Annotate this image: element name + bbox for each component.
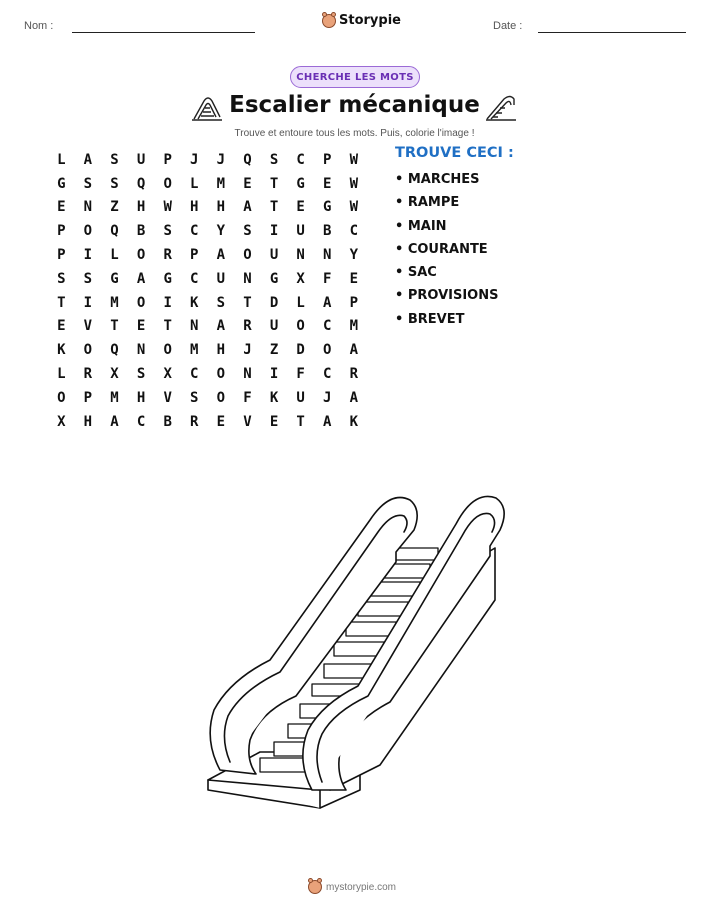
grid-letter[interactable]: O: [57, 389, 66, 406]
footer-url[interactable]: mystorypie.com: [326, 881, 397, 893]
grid-letter[interactable]: P: [349, 294, 359, 311]
instructions: Trouve et entoure tous les mots. Puis, colorie l'image !: [234, 128, 475, 139]
grid-letter[interactable]: W: [349, 199, 359, 216]
grid-letter[interactable]: N: [190, 318, 199, 335]
grid-row: [48, 410, 367, 434]
grid-letter[interactable]: P: [190, 247, 199, 264]
grid-letter[interactable]: M: [190, 342, 199, 359]
grid-letter[interactable]: B: [136, 223, 146, 240]
grid-letter[interactable]: I: [269, 366, 279, 383]
grid-letter[interactable]: Q: [110, 223, 119, 240]
grid-letter[interactable]: Q: [243, 151, 252, 168]
grid-letter[interactable]: C: [190, 223, 199, 240]
grid-letter[interactable]: I: [163, 294, 172, 311]
grid-letter[interactable]: S: [136, 366, 146, 383]
grid-letter[interactable]: A: [216, 247, 226, 264]
grid-letter[interactable]: M: [349, 318, 359, 335]
grid-letter[interactable]: E: [216, 413, 226, 430]
grid-letter[interactable]: K: [190, 294, 199, 311]
grid-letter[interactable]: S: [110, 151, 119, 168]
grid-letter[interactable]: F: [323, 270, 332, 287]
footer: [308, 880, 396, 894]
grid-letter[interactable]: H: [216, 199, 226, 216]
grid-letter[interactable]: D: [296, 342, 305, 359]
grid-letter[interactable]: G: [269, 270, 279, 287]
date-label: Date :: [493, 20, 523, 32]
grid-row: [48, 172, 367, 196]
grid-letter[interactable]: E: [349, 270, 359, 287]
grid-row: [48, 196, 367, 220]
word-list-item: • MAIN: [395, 218, 498, 241]
grid-letter[interactable]: C: [323, 366, 332, 383]
grid-letter[interactable]: U: [216, 270, 226, 287]
word-list-item: • COURANTE: [395, 241, 498, 264]
grid-letter[interactable]: I: [83, 247, 93, 264]
grid-letter[interactable]: Y: [349, 247, 359, 264]
grid-letter[interactable]: N: [243, 366, 252, 383]
brand-name: Storypie: [339, 13, 401, 28]
grid-letter[interactable]: O: [323, 342, 332, 359]
grid-letter[interactable]: E: [136, 318, 146, 335]
grid-letter[interactable]: C: [296, 151, 305, 168]
grid-letter[interactable]: E: [243, 175, 252, 192]
grid-letter[interactable]: U: [269, 247, 279, 264]
grid-letter[interactable]: X: [163, 366, 172, 383]
grid-letter[interactable]: T: [57, 294, 66, 311]
grid-letter[interactable]: K: [57, 342, 66, 359]
word-list-item: • PROVISIONS: [395, 287, 498, 310]
grid-letter[interactable]: R: [243, 318, 252, 335]
grid-letter[interactable]: S: [190, 389, 199, 406]
grid-row: [48, 291, 367, 315]
name-line[interactable]: [72, 32, 255, 33]
grid-letter[interactable]: J: [190, 151, 199, 168]
grid-letter[interactable]: W: [349, 175, 359, 192]
grid-letter[interactable]: E: [323, 175, 332, 192]
grid-letter[interactable]: M: [216, 175, 226, 192]
grid-letter[interactable]: Y: [216, 223, 226, 240]
grid-letter[interactable]: E: [296, 199, 305, 216]
grid-letter[interactable]: X: [296, 270, 305, 287]
grid-letter[interactable]: N: [136, 342, 146, 359]
grid-letter[interactable]: C: [349, 223, 359, 240]
escalator-doodle-icon-right: [484, 93, 518, 123]
grid-letter[interactable]: R: [163, 247, 172, 264]
grid-letter[interactable]: J: [216, 151, 226, 168]
grid-letter[interactable]: R: [349, 366, 359, 383]
grid-letter[interactable]: A: [216, 318, 226, 335]
find-list-title: TROUVE CECI :: [395, 145, 514, 161]
grid-letter[interactable]: Q: [136, 175, 146, 192]
grid-letter[interactable]: N: [323, 247, 332, 264]
grid-letter[interactable]: Z: [110, 199, 119, 216]
grid-letter[interactable]: A: [110, 413, 119, 430]
grid-letter[interactable]: N: [243, 270, 252, 287]
grid-letter[interactable]: D: [269, 294, 279, 311]
grid-letter[interactable]: U: [296, 389, 305, 406]
grid-letter[interactable]: Z: [269, 342, 279, 359]
grid-letter[interactable]: O: [296, 318, 305, 335]
grid-letter[interactable]: A: [323, 294, 332, 311]
grid-letter[interactable]: Q: [110, 342, 119, 359]
grid-letter[interactable]: C: [136, 413, 146, 430]
grid-letter[interactable]: T: [296, 413, 305, 430]
bear-icon: [322, 14, 336, 28]
grid-letter[interactable]: O: [163, 342, 172, 359]
grid-letter[interactable]: U: [269, 318, 279, 335]
grid-letter[interactable]: S: [83, 270, 93, 287]
grid-letter[interactable]: P: [323, 151, 332, 168]
word-list-item: • SAC: [395, 264, 498, 287]
grid-letter[interactable]: R: [190, 413, 199, 430]
grid-letter[interactable]: L: [110, 247, 119, 264]
grid-letter[interactable]: I: [269, 223, 279, 240]
grid-letter[interactable]: P: [57, 223, 66, 240]
grid-letter[interactable]: M: [110, 294, 119, 311]
grid-letter[interactable]: A: [349, 389, 359, 406]
grid-letter[interactable]: T: [269, 199, 279, 216]
grid-letter[interactable]: O: [136, 247, 146, 264]
grid-letter[interactable]: X: [57, 413, 66, 430]
grid-letter[interactable]: J: [323, 389, 332, 406]
grid-row: [48, 267, 367, 291]
grid-letter[interactable]: E: [57, 199, 66, 216]
grid-letter[interactable]: T: [110, 318, 119, 335]
grid-letter[interactable]: H: [83, 413, 93, 430]
grid-letter[interactable]: S: [243, 223, 252, 240]
grid-row: [48, 338, 367, 362]
grid-letter[interactable]: L: [57, 366, 66, 383]
grid-letter[interactable]: C: [190, 366, 199, 383]
grid-letter[interactable]: A: [83, 151, 93, 168]
word-search-grid[interactable]: [48, 148, 367, 434]
grid-letter[interactable]: T: [163, 318, 172, 335]
grid-letter[interactable]: G: [323, 199, 332, 216]
grid-letter[interactable]: G: [163, 270, 172, 287]
grid-letter[interactable]: H: [190, 199, 199, 216]
grid-letter[interactable]: V: [243, 413, 252, 430]
grid-letter[interactable]: A: [349, 342, 359, 359]
grid-row: [48, 386, 367, 410]
grid-letter[interactable]: H: [136, 389, 146, 406]
word-list-item: • BREVET: [395, 311, 498, 334]
date-line[interactable]: [538, 32, 686, 33]
grid-letter[interactable]: B: [163, 413, 172, 430]
storypie-logo: [322, 13, 401, 28]
grid-letter[interactable]: A: [243, 199, 252, 216]
word-list-item: • MARCHES: [395, 171, 498, 194]
grid-letter[interactable]: U: [296, 223, 305, 240]
grid-letter[interactable]: S: [110, 175, 119, 192]
grid-letter[interactable]: A: [323, 413, 332, 430]
word-list-item: • RAMPE: [395, 194, 498, 217]
grid-row: [48, 315, 367, 339]
grid-letter[interactable]: R: [83, 366, 93, 383]
grid-letter[interactable]: O: [83, 342, 93, 359]
grid-letter[interactable]: S: [216, 294, 226, 311]
grid-letter[interactable]: L: [190, 175, 199, 192]
grid-letter[interactable]: P: [57, 247, 66, 264]
grid-row: [48, 243, 367, 267]
grid-letter[interactable]: C: [323, 318, 332, 335]
grid-letter[interactable]: W: [349, 151, 359, 168]
activity-badge: CHERCHE LES MOTS: [290, 66, 420, 88]
escalator-coloring-illustration[interactable]: [200, 490, 510, 810]
grid-letter[interactable]: L: [296, 294, 305, 311]
grid-letter[interactable]: O: [83, 223, 93, 240]
grid-letter[interactable]: X: [110, 366, 119, 383]
grid-row: [48, 148, 367, 172]
grid-letter[interactable]: N: [83, 199, 93, 216]
grid-letter[interactable]: P: [83, 389, 93, 406]
grid-row: [48, 219, 367, 243]
grid-row: [48, 362, 367, 386]
grid-letter[interactable]: V: [163, 389, 172, 406]
grid-letter[interactable]: S: [163, 223, 172, 240]
grid-letter[interactable]: O: [216, 366, 226, 383]
grid-letter[interactable]: G: [296, 175, 305, 192]
grid-letter[interactable]: B: [323, 223, 332, 240]
grid-letter[interactable]: H: [136, 199, 146, 216]
page-title: Escalier mécanique: [229, 92, 480, 118]
grid-letter[interactable]: E: [269, 413, 279, 430]
word-list: [395, 171, 498, 334]
grid-letter[interactable]: S: [269, 151, 279, 168]
grid-letter[interactable]: K: [349, 413, 359, 430]
grid-letter[interactable]: K: [269, 389, 279, 406]
grid-letter[interactable]: I: [83, 294, 93, 311]
grid-letter[interactable]: E: [57, 318, 66, 335]
grid-letter[interactable]: F: [243, 389, 252, 406]
grid-letter[interactable]: H: [216, 342, 226, 359]
grid-letter[interactable]: M: [110, 389, 119, 406]
grid-letter[interactable]: P: [163, 151, 172, 168]
grid-letter[interactable]: F: [296, 366, 305, 383]
grid-letter[interactable]: A: [136, 270, 146, 287]
grid-letter[interactable]: C: [190, 270, 199, 287]
grid-letter[interactable]: S: [57, 270, 66, 287]
grid-letter[interactable]: T: [269, 175, 279, 192]
grid-letter[interactable]: O: [163, 175, 172, 192]
grid-letter[interactable]: O: [243, 247, 252, 264]
grid-letter[interactable]: J: [243, 342, 252, 359]
grid-letter[interactable]: O: [216, 389, 226, 406]
grid-letter[interactable]: L: [57, 151, 66, 168]
bear-icon: [308, 880, 322, 894]
grid-letter[interactable]: V: [83, 318, 93, 335]
grid-letter[interactable]: W: [163, 199, 172, 216]
grid-letter[interactable]: U: [136, 151, 146, 168]
grid-letter[interactable]: T: [243, 294, 252, 311]
grid-letter[interactable]: N: [296, 247, 305, 264]
grid-letter[interactable]: G: [57, 175, 66, 192]
grid-letter[interactable]: S: [83, 175, 93, 192]
grid-letter[interactable]: O: [136, 294, 146, 311]
name-label: Nom :: [24, 20, 54, 32]
grid-letter[interactable]: G: [110, 270, 119, 287]
